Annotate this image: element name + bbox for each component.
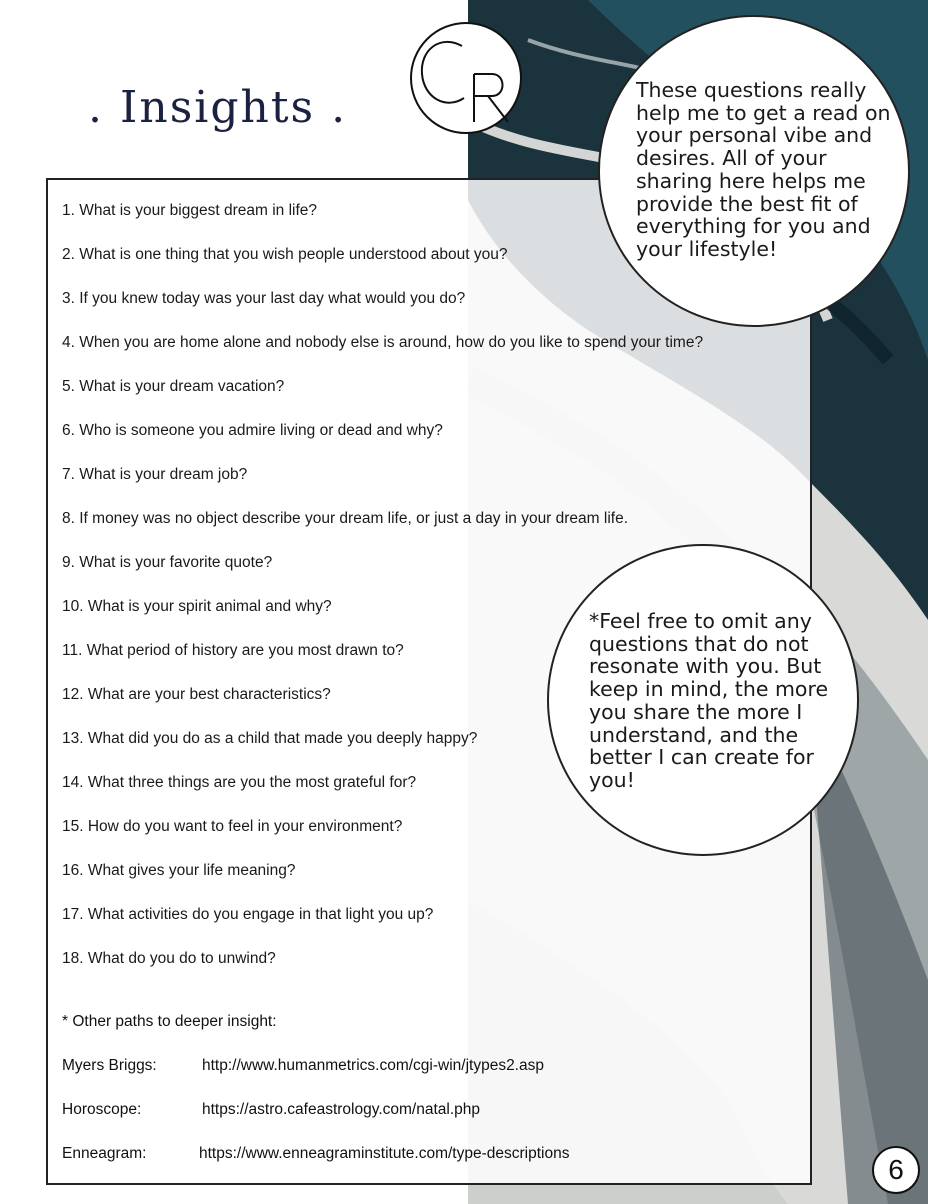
resource-link[interactable]: https://www.enneagraminstitute.com/type-descriptions [199,1145,570,1162]
question-item: 9. What is your favorite quote? [62,554,273,571]
resource-enneagram [62,1145,570,1163]
question-item: 15. How do you want to feel in your environment? [62,818,403,835]
question-item: 16. What gives your life meaning? [62,862,296,879]
question-item: 5. What is your dream vacation? [62,378,285,395]
question-item: 7. What is your dream job? [62,466,248,483]
question-item: 3. If you knew today was your last day what would you do? [62,290,466,307]
other-paths-heading: * Other paths to deeper insight: [62,1013,277,1030]
cr-logo [410,22,522,134]
resource-link[interactable]: https://astro.cafeastrology.com/natal.php [202,1101,481,1118]
question-item: 2. What is one thing that you wish people understood about you? [62,246,508,263]
resource-name: Myers Briggs: [62,1057,157,1074]
question-item: 4. When you are home alone and nobody else is around, how do you like to spend your time? [62,334,704,351]
page-number: 6 [872,1146,920,1194]
question-item: 12. What are your best characteristics? [62,686,331,703]
resource-link[interactable]: http://www.humanmetrics.com/cgi-win/jtypes2.asp [202,1057,544,1074]
question-item: 10. What is your spirit animal and why? [62,598,332,615]
resource-myers-briggs [62,1057,544,1075]
resource-name: Horoscope: [62,1101,142,1118]
question-item: 8. If money was no object describe your dream life, or just a day in your dream life. [62,510,629,527]
note-bubble-text: *Feel free to omit any questions that do not resonate with you. But keep in mind, the more you share the more I understand, and the better I can create for you! [589,609,829,792]
cr-monogram-icon [412,24,520,132]
intro-bubble [598,15,910,327]
question-item: 1. What is your biggest dream in life? [62,202,318,219]
question-item: 11. What period of history are you most drawn to? [62,642,404,659]
page-title: . Insights . [88,82,348,133]
resource-horoscope [62,1101,481,1119]
question-item: 18. What do you do to unwind? [62,950,276,967]
resource-name: Enneagram: [62,1145,147,1162]
question-item: 17. What activities do you engage in that light you up? [62,906,434,923]
question-item: 14. What three things are you the most grateful for? [62,774,417,791]
note-bubble [547,544,859,856]
question-item: 6. Who is someone you admire living or dead and why? [62,422,443,439]
question-item: 13. What did you do as a child that made you deeply happy? [62,730,478,747]
intro-bubble-text: These questions really help me to get a read on your personal vibe and desires. All of your sharing here helps me provide the best fit of everything for you and your lifestyle! [636,78,891,261]
